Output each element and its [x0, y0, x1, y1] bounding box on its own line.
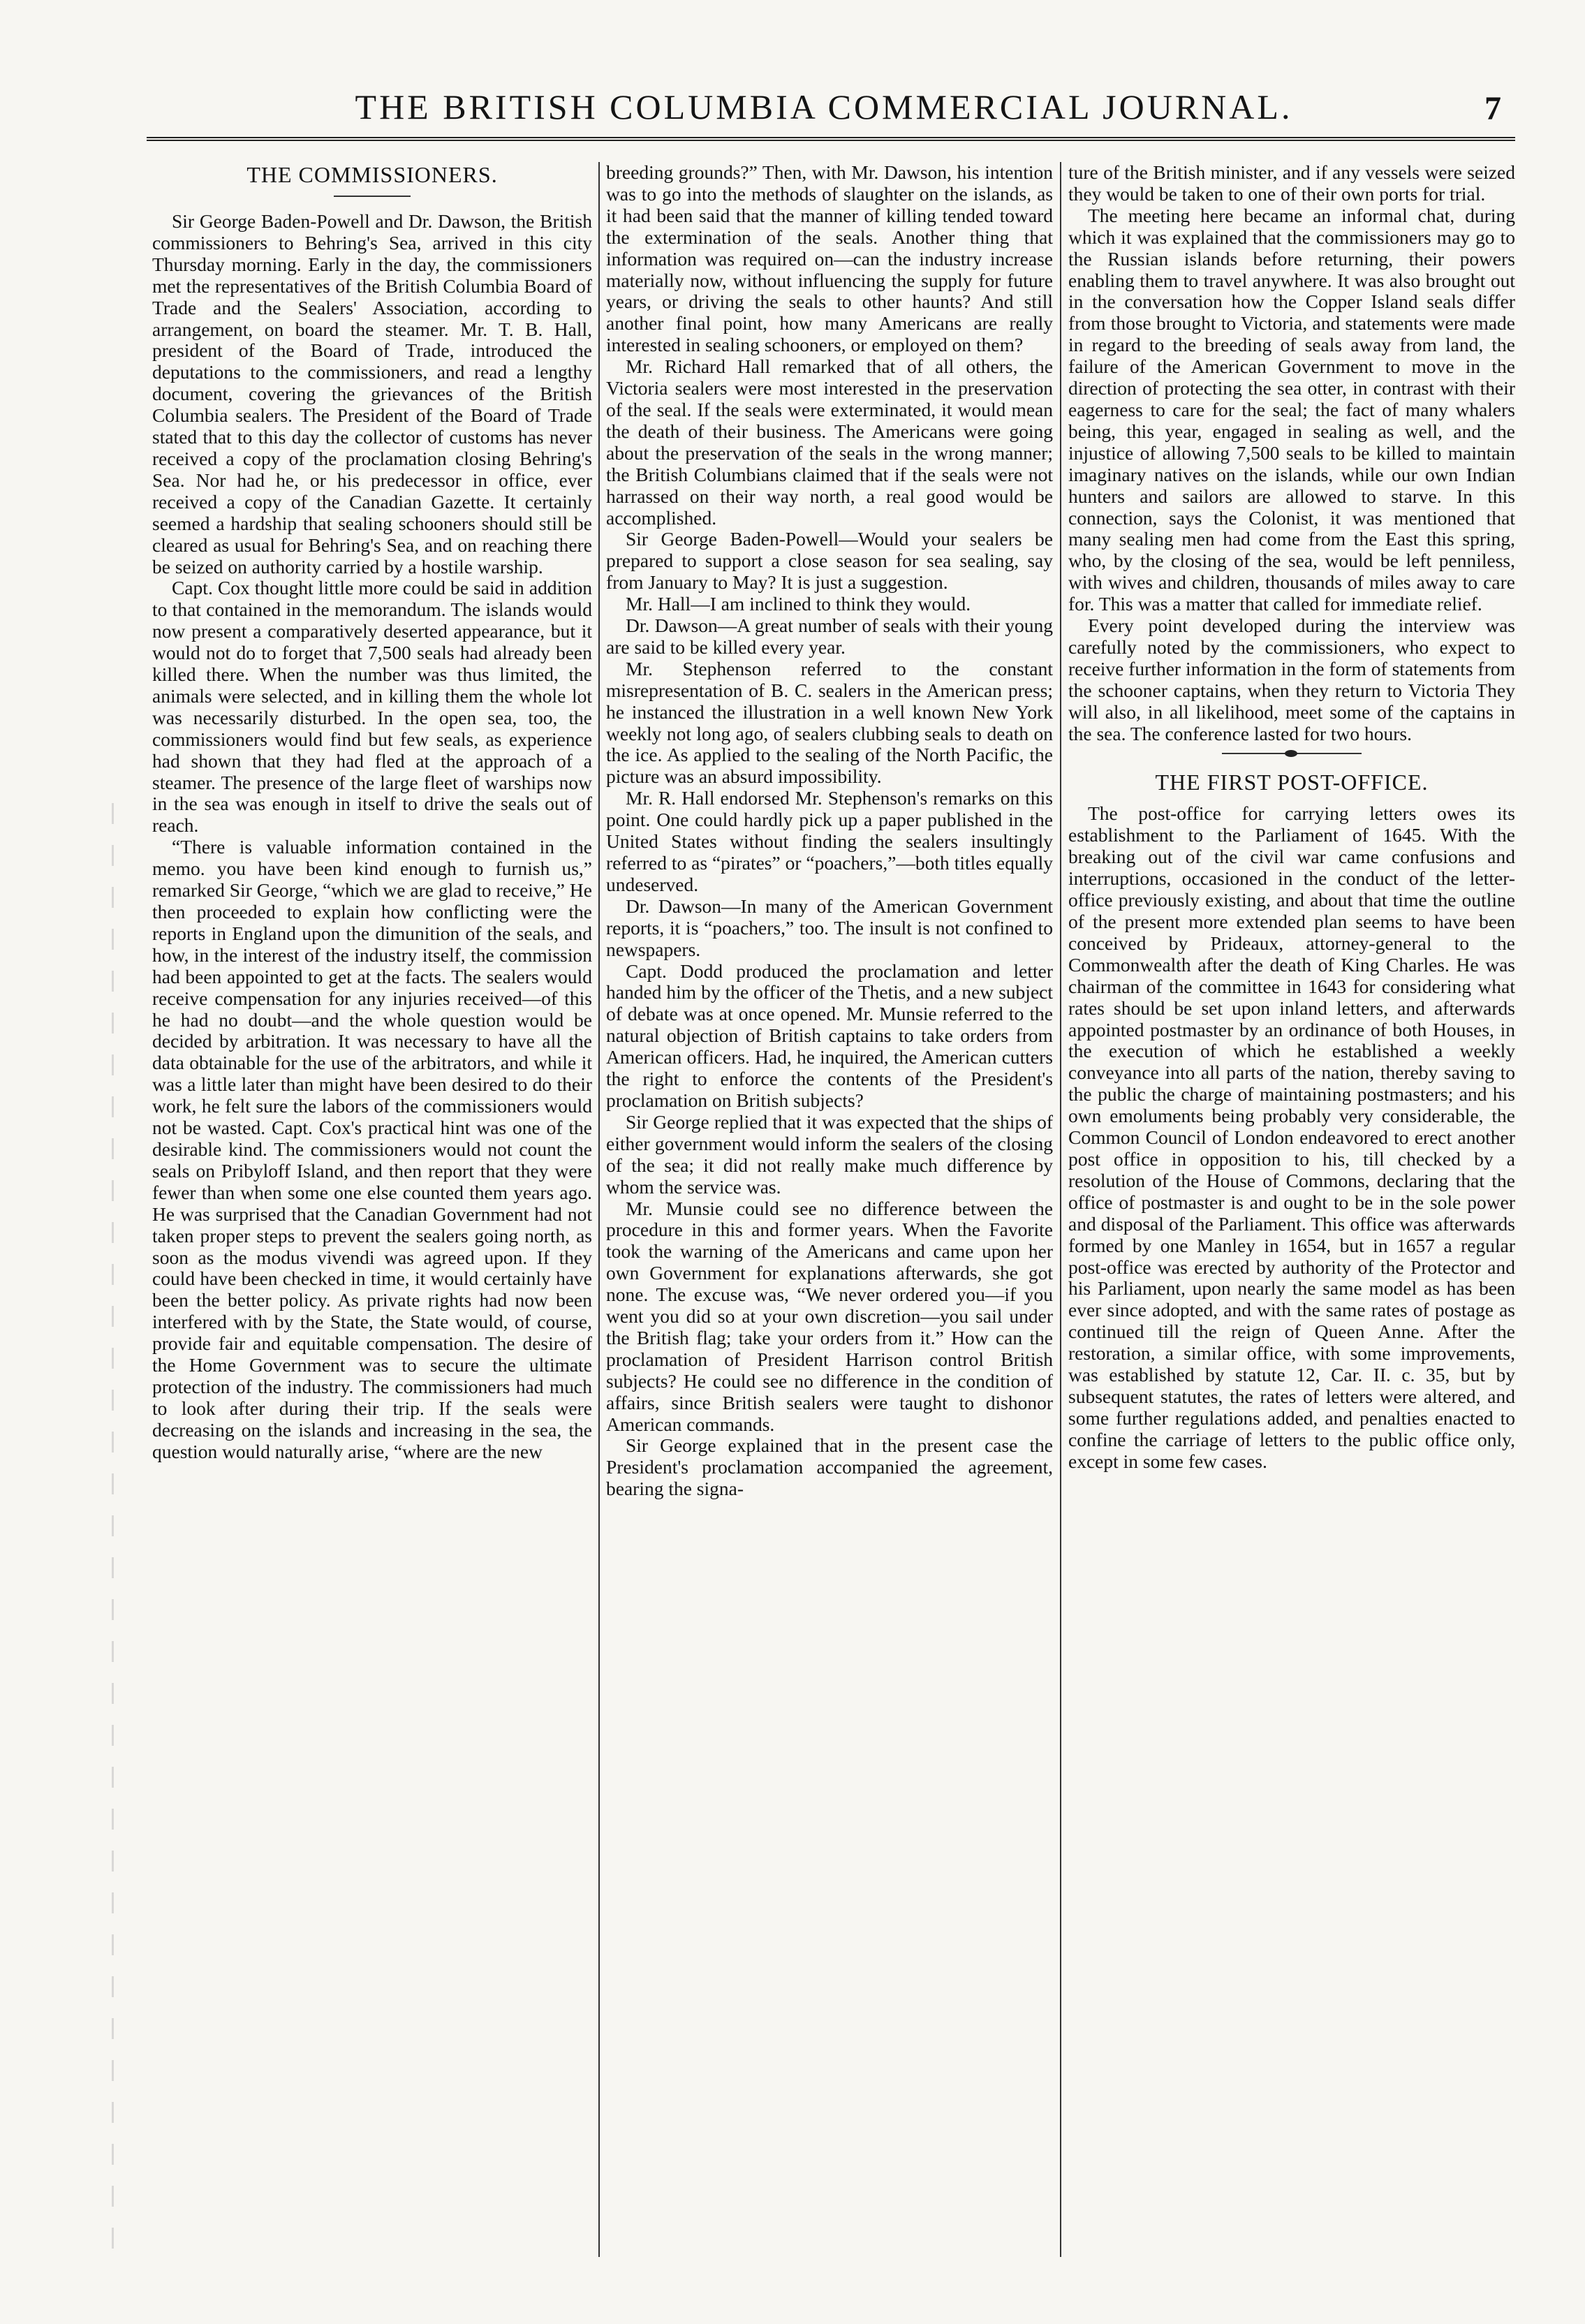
column-divider	[598, 162, 600, 2257]
article-paragraph: Mr. Richard Hall remarked that of all others, the Victoria sealers were most interested in the preservation of the seal. If the seals were exterminated, it would mean the death of their business. The Americans were going about the preservation of the seals in the wrong manner; the British Columbians claimed that if the seals were not harrassed on their way north, a real good would be accomplished.	[606, 355, 1053, 529]
article-paragraph: Sir George explained that in the present case the President's proclamation accompanied the agreement, bearing the signa-	[606, 1434, 1053, 1500]
article-paragraph: Capt. Cox thought little more could be said in addition to that contained in the memorandum. The islands would now present a comparatively deserted appearance, but it would not do to forget that 7,500 seals had already been killed there. When the number was thus limited, the animals were selected, and in killing them the whole lot was necessarily disturbed. In the open sea, too, the commissioners would find but few seals, as experience had shown that they had fled at the approach of a steamer. The presence of the large fleet of warships now in the sea was enough in itself to drive the seals out of reach.	[152, 577, 592, 837]
article-paragraph: The meeting here became an informal chat, during which it was explained that the commissioners may go to the Russian islands before returning, their powers enabling them to travel anywhere. It was also brought out in the conversation how the Copper Island seals differ from those brought to Victoria, and statements were made in regard to the breeding of seals away from land, the failure of the American Government to move in the direction of protecting the sea otter, in contrast with their eagerness to care for the seal; the fact of many whalers being, this year, engaged in sealing as well, and the injustice of allowing 7,500 seals to be killed to maintain imaginary natives on the islands, while our own Indian hunters and sailors are allowed to starve. In this connection, says the Colonist, it was mentioned that many sealing men had come from the East this spring, who, by the closing of the sea, would be left penniless, with wives and children, thousands of miles away to care for. This was a matter that called for immediate relief.	[1068, 204, 1515, 615]
heading-rule	[334, 196, 411, 197]
article-paragraph: Mr. Munsie could see no difference between the procedure in this and former years. When the Favorite took the warning of the Americans and came upon her own Government for explanations afterwards, she got none. The excuse was, “We never ordered you—if you went you did so at your own discretion—you sail under the British flag; take your orders from it.” How can the proclamation of President Harrison control British subjects? He could see no difference in the condition of affairs, since British sealers were taught to dishonor American commands.	[606, 1197, 1053, 1435]
column-divider	[1060, 162, 1061, 2257]
header-rule	[147, 137, 1515, 141]
article-paragraph: breeding grounds?” Then, with Mr. Dawson, his intention was to go into the methods of slaughter on the islands, as it had been said that the manner of killing tended toward the extermination of the seals. Another thing that information was required on—can the industry increase materially now, without influencing the supply for future years, or driving the seals to other haunts? And still another final point, how many Americans are really interested in sealing schooners, or employed on them?	[606, 162, 1053, 356]
article-paragraph: Every point developed during the interview was carefully noted by the commissioners, who expect to receive further information in the form of statements from the schooner captains, when they return to Victoria They will also, in all likelihood, meet some of the captains in the sea. The conference lasted for two hours.	[1068, 615, 1515, 744]
column-3	[1068, 162, 1515, 2271]
article-paragraph: Mr. Hall—I am inclined to think they would.	[626, 593, 971, 615]
column-1	[152, 162, 592, 2271]
separator-ornament	[1285, 750, 1297, 757]
masthead	[147, 87, 1501, 135]
article-paragraph: “There is valuable information contained in the memo. you have been kind enough to furnish us,” remarked Sir George, “which we are glad to receive,” He then proceeded to explain how conflicting were the reports in England upon the dimunition of the seals, and how, in the interest of the industry itself, the commission had been appointed to get at the facts. The sealers would receive compensation for any injuries received—of this he had no doubt—and the whole question would be decided by arbitration. It was necessary to have all the data obtainable for the use of the arbitrators, and while it was a little later than might have been desired to do their work, he felt sure the labors of the commissioners would not be wasted. Capt. Cox's practical hint was one of the desirable kind. The commissioners would not count the seals on Pribyloff Island, and then report that they were fewer than when some one else counted them years ago. He was surprised that the Canadian Government had not taken proper steps to prevent the sealers going north, as soon as the modus vivendi was agreed upon. If they could have been checked in time, it would certainly have been the better policy. As private rights had now been interfered with by the State, the State would, of course, provide fair and equitable compensation. The desire of the Home Government was to secure the ultimate protection of the industry. The commissioners had much to look after during their trip. If the seals were decreasing on the islands and increasing in the sea, the question would naturally arise, “where are the new	[152, 836, 592, 1462]
article-paragraph: Sir George replied that it was expected that the ships of either government would inform the sealers of the closing of the sea; it did not really make much difference by whom the service was.	[606, 1110, 1053, 1198]
article-paragraph: Sir George Baden-Powell—Would your sealers be prepared to support a close season for sea sealing, say from January to May? It is just a suggestion.	[606, 528, 1053, 594]
page-number: 7	[1484, 90, 1501, 127]
article-heading-commissioners: THE COMMISSIONERS.	[246, 162, 498, 187]
section-separator	[1222, 753, 1362, 754]
article-heading-post-office: THE FIRST POST-OFFICE.	[1155, 770, 1429, 795]
article-paragraph: Dr. Dawson—In many of the American Government reports, it is “poachers,” too. The insult is not confined to newspapers.	[606, 895, 1053, 960]
journal-title: THE BRITISH COLUMBIA COMMERCIAL JOURNAL.	[355, 87, 1293, 126]
article-paragraph: Dr. Dawson—A great number of seals with their young are said to be killed every year.	[606, 615, 1053, 658]
article-paragraph: Capt. Dodd produced the proclamation and letter handed him by the officer of the Thetis, and a new subject of debate was at once opened. Mr. Munsie referred to the natural objection of British captains to take orders from American officers. Had, he inquired, the American cutters the right to enforce the contents of the President's proclamation on British subjects?	[606, 959, 1053, 1111]
column-2	[606, 162, 1053, 2271]
article-paragraph: Mr. Stephenson referred to the constant misrepresentation of B. C. sealers in the American press; he instanced the illustration in a well known New York weekly not long ago, of sealers clubbing seals to death on the ice. As applied to the sealing of the North Pacific, the picture was an absurd impossibility.	[606, 657, 1053, 788]
article-paragraph: ture of the British minister, and if any vessels were seized they would be taken to one of their own ports for trial.	[1068, 162, 1515, 205]
article-paragraph: Mr. R. Hall endorsed Mr. Stephenson's remarks on this point. One could hardly pick up a paper published in the United States without finding the sealers insultingly referred to as “pirates” or “poachers,”—both titles equally undeserved.	[606, 787, 1053, 895]
article-paragraph: The post-office for carrying letters owes its establishment to the Parliament of 1645. With the breaking out of the civil war came confusions and interruptions, occasioned in the conduct of the letter-office previously existing, and about that time the outline of the present more extended plan seems to have been conceived by Prideaux, attorney-general to the Commonwealth after the death of King Charles. He was chairman of the committee in 1643 for considering what rates should be set upon inland letters, and afterwards appointed postmaster by an ordinance of both Houses, in the execution of which he established a weekly conveyance into all parts of the nation, thereby saving to the public the charge of maintaining postmasters; and his own emoluments being probably very considerable, the Common Council of London endeavored to erect another post office in opposition to his, till checked by a resolution of the House of Commons, declaring that the office of postmaster is and ought to be in the sole power and disposal of the Parliament. This office was afterwards formed by one Manley in 1654, but in 1657 a regular post-office was erected by authority of the Protector and his Parliament, upon nearly the same model as has been ever since adopted, and with the same rates of postage as continued till the reign of Queen Anne. After the restoration, a similar office, with some improvements, was established by statute 12, Car. II. c. 35, but by subsequent statutes, the rates of letters were altered, and some further regulations added, and penalties enacted to confine the carriage of letters to the public office only, except in some few cases.	[1068, 802, 1515, 1472]
article-paragraph: Sir George Baden-Powell and Dr. Dawson, the British commissioners to Behring's Sea, arrived in this city Thursday morning. Early in the day, the commissioners met the representatives of the British Columbia Board of Trade and the Sealers' Association, according to arrangement, on board the steamer. Mr. T. B. Hall, president of the Board of Trade, introduced the deputations to the commissioners, and read a lengthy document, covering the grievances of the British Columbia sealers. The President of the Board of Trade stated that to this day the collector of customs has never received a copy of the proclamation closing Behring's Sea. Nor had he, or his predecessor in office, ever received a copy of the Canadian Gazette. It certainly seemed a hardship that sealing schooners should still be cleared as usual for Behring's Sea, and on reaching there be seized on authority carried by a hostile warship.	[152, 210, 592, 578]
scan-margin-artifact	[112, 803, 114, 2256]
